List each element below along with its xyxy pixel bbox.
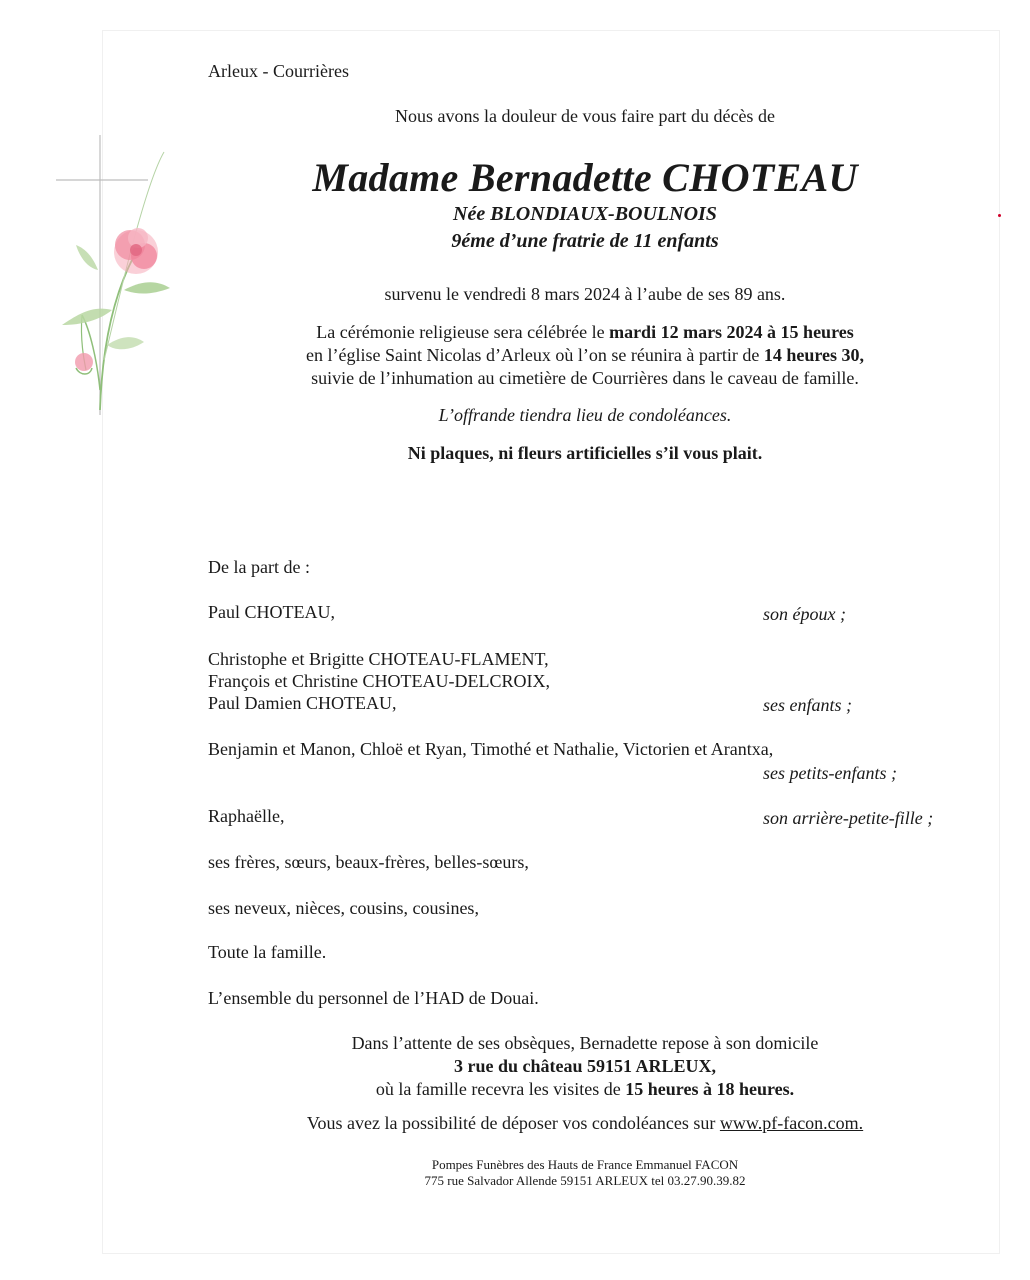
visiting-hours-text: où la famille recevra les visites de (375, 1079, 626, 1099)
all-family: Toute la famille. (208, 942, 327, 962)
ceremony-line-3: suivie de l’inhumation au cimetière de Courrières dans le caveau de famille. (311, 368, 859, 388)
maiden-name: Née BLONDIAUX-BOULNOIS (453, 203, 717, 225)
siblings: ses frères, sœurs, beaux-frères, belles-sœurs, (208, 852, 529, 872)
ceremony-date: mardi 12 mars 2024 à 15 heures (609, 322, 854, 342)
condolences-text: Vous avez la possibilité de déposer vos condoléances sur (306, 1113, 720, 1133)
no-plaques-note: Ni plaques, ni fleurs artificielles s’il vous plait. (407, 443, 763, 463)
great-grandchild: Raphaëlle, (208, 806, 285, 826)
children-relation: ses enfants ; (763, 695, 852, 715)
funeral-home-name: Pompes Funèbres des Hauts de France Emmanuel FACON (431, 1157, 739, 1172)
child-2: François et Christine CHOTEAU-DELCROIX, (208, 671, 550, 691)
child-3: Paul Damien CHOTEAU, (208, 693, 397, 713)
condolences-line (70, 1113, 1030, 1134)
had-staff: L’ensemble du personnel de l’HAD de Douai. (208, 988, 539, 1008)
nephews-cousins: ses neveux, nièces, cousins, cousines, (208, 898, 479, 918)
visiting-hours-line (70, 1079, 1030, 1100)
location-header: Arleux - Courrières (208, 61, 349, 81)
rest-line-1: Dans l’attente de ses obsèques, Bernadette repose à son domicile (351, 1033, 819, 1053)
condolences-website-link[interactable]: www.pf-facon.com. (719, 1113, 864, 1133)
announcement-intro: Nous avons la douleur de vous faire part du décès de (395, 106, 775, 126)
ceremony-line-2-text: en l’église Saint Nicolas d’Arleux où l’on se réunira à partir de (305, 345, 764, 365)
funeral-home-address: 775 rue Salvador Allende 59151 ARLEUX tel 03.27.90.39.82 (424, 1173, 746, 1188)
home-address: 3 rue du château 59151 ARLEUX, (453, 1056, 717, 1076)
deceased-name: Madame Bernadette CHOTEAU (312, 155, 858, 200)
ceremony-line-2 (70, 345, 1030, 366)
spouse: Paul CHOTEAU, (208, 602, 335, 622)
visiting-hours: 15 heures à 18 heures. (625, 1079, 795, 1099)
family-intro: De la part de : (208, 557, 310, 577)
grandchildren: Benjamin et Manon, Chloë et Ryan, Timothé et Nathalie, Victorien et Arantxa, (208, 739, 774, 759)
ceremony-line-1-text: La cérémonie religieuse sera célébrée le (316, 322, 610, 342)
grandchildren-relation: ses petits-enfants ; (763, 763, 897, 783)
death-notice: survenu le vendredi 8 mars 2024 à l’aube de ses 89 ans. (384, 284, 786, 304)
spouse-relation: son époux ; (763, 604, 846, 624)
offering-note: L’offrande tiendra lieu de condoléances. (438, 405, 732, 425)
sibling-note: 9éme d’une fratrie de 11 enfants (451, 230, 719, 252)
child-1: Christophe et Brigitte CHOTEAU-FLAMENT, (208, 649, 549, 669)
great-grandchild-relation: son arrière-petite-fille ; (763, 808, 934, 828)
ceremony-line-1 (70, 322, 1030, 343)
gathering-time: 14 heures 30, (763, 345, 865, 365)
